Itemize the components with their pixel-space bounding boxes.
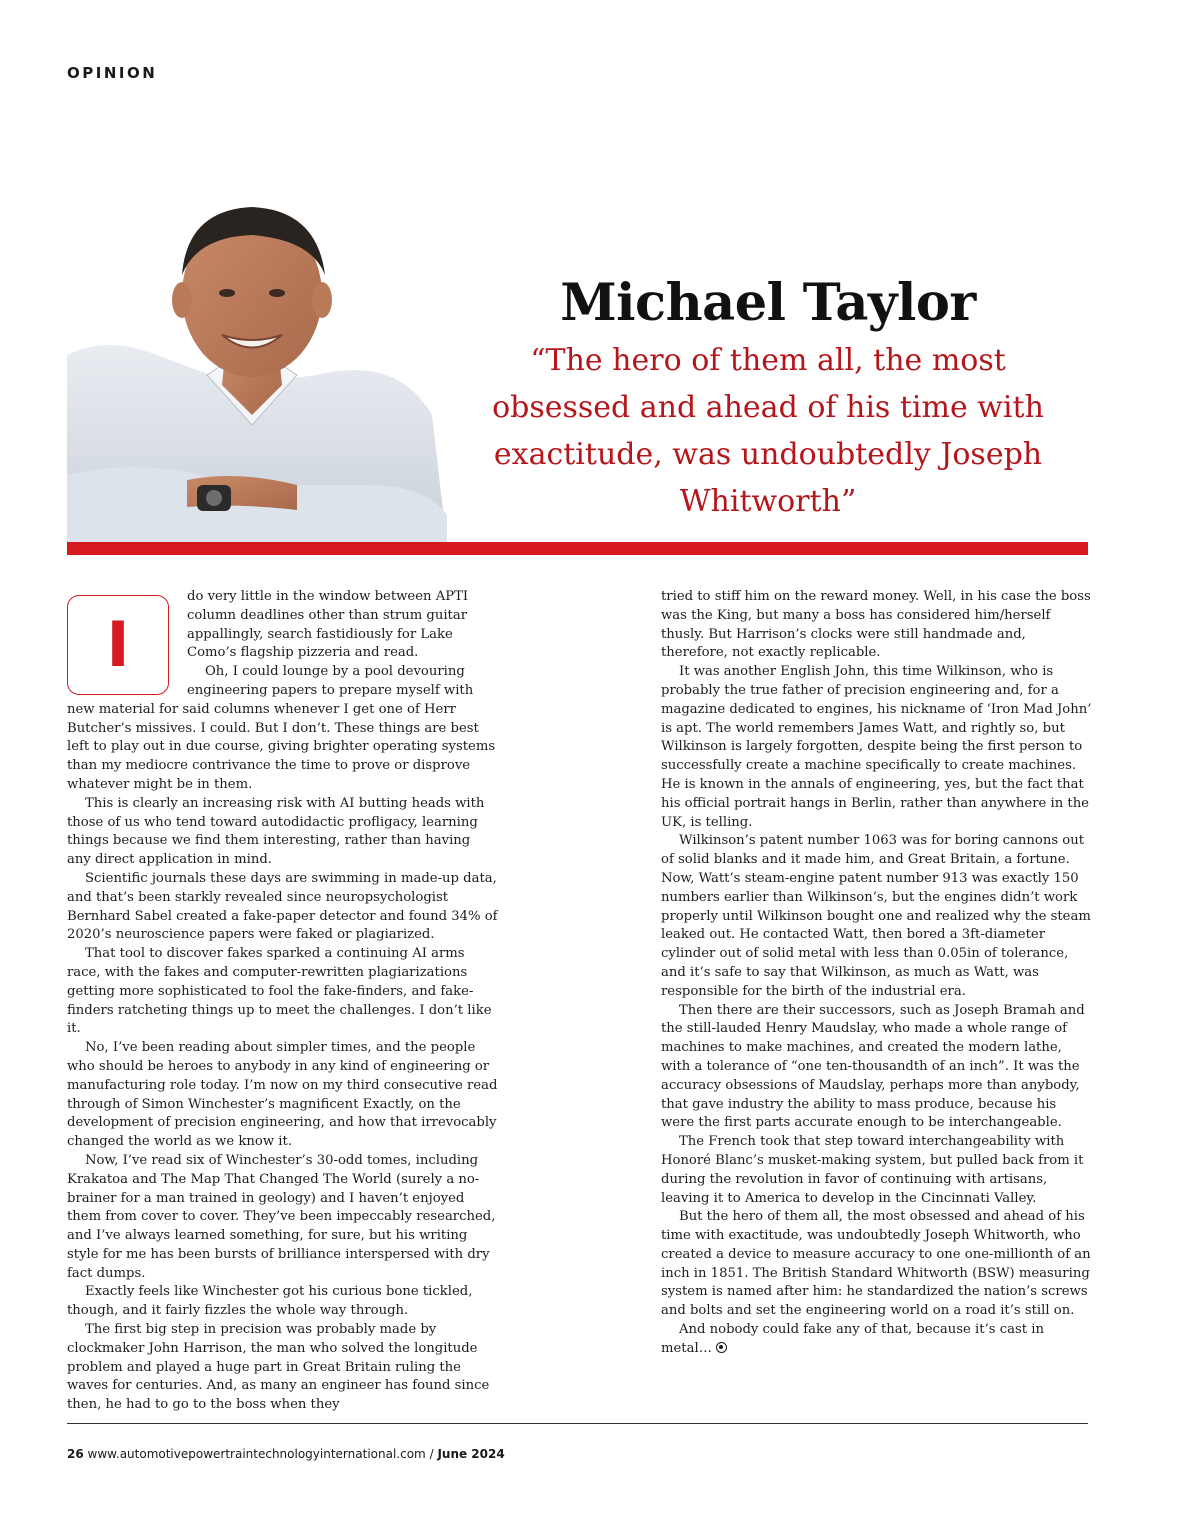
section-label: OPINION (67, 64, 158, 82)
footer-separator: / (429, 1447, 434, 1461)
article-column-left (67, 588, 498, 1415)
issue-date: June 2024 (437, 1447, 505, 1461)
drop-cap-letter: I (106, 607, 130, 681)
paragraph: But the hero of them all, the most obsessed and ahead of his time with exactitude, was undoubtedly Joseph Whitworth, who created a device to measure accuracy to one one-millionth of an inch in 1851. The British Standard Whitworth (BSW) measuring system is named after him: he standardized the nation’s screws and bolts and set the engineering world on a road it’s still on. (661, 1209, 1091, 1319)
paragraph: No, I’ve been reading about simpler times, and the people who should be heroes to anybody in any kind of engineering or manufacturing role today. I’m now on my third consecutive read through of Simon Winchester’s magnificent Exactly, on the development of precision engineering, and how that irrevocably changed the world as we know it. (67, 1040, 498, 1150)
paragraph: Exactly feels like Winchester got his curious bone tickled, though, and it fairly fizzles the whole way through. (67, 1284, 473, 1319)
paragraph: The first big step in precision was probably made by clockmaker John Harrison, the man who solved the longitude problem and played a huge part in Great Britain ruling the waves for centuries. And, as many an engineer has found since then, he had to go to the boss when they (67, 1322, 490, 1413)
drop-cap (67, 591, 173, 695)
final-sentence: And nobody could fake any of that, because it’s cast in metal… (661, 1322, 1044, 1356)
pull-quote: “The hero of them all, the most obsessed and ahead of his time with exactitude, was undoubtedly Joseph Whitworth” (492, 343, 1044, 519)
paragraph: Then there are their successors, such as Joseph Bramah and the still-lauded Henry Maudslay, who made a whole range of machines to make machines, and created the modern lathe, with a tolerance of “one ten-thousandth of an inch”. It was the accuracy obsessions of Maudslay, perhaps more than anybody, that gave industry the ability to mass produce, because his were the first parts accurate enough to be interchangeable. (661, 1002, 1085, 1131)
paragraph: Scientific journals these days are swimming in made-up data, and that’s been starkly revealed since neuropsychologist Bernhard Sabel created a fake-paper detector and found 34% of 2020’s neuroscience papers were faked or plagiarized. (67, 870, 498, 943)
footer-divider (67, 1423, 1088, 1424)
paragraph: The French took that step toward interchangeability with Honoré Blanc’s musket-making system, but pulled back from it during the revolution in favor of continuing with artisans, leaving it to America to develop in the Cincinnati Valley. (661, 1134, 1084, 1206)
paragraph: tried to stiff him on the reward money. Well, in his case the boss was the King, but many a boss has considered him/herself thusly. But Harrison’s clocks were still handmade and, therefore, not exactly replicable. (661, 589, 1091, 661)
red-divider (67, 542, 1088, 555)
paragraph-final (661, 1321, 1092, 1359)
paragraph: This is clearly an increasing risk with AI butting heads with those of us who tend toward autodidactic profligacy, learning things because we find them interesting, rather than having any direct application in mind. (67, 795, 485, 868)
author-portrait (67, 185, 447, 545)
publication-url[interactable]: www.automotivepowertraintechnologyinternational.com (87, 1447, 426, 1461)
paragraph: It was another English John, this time Wilkinson, who is probably the true father of precision engineering and, for a magazine dedicated to engines, his nickname of ‘Iron Mad John’ is apt. The world remembers James Watt, and rightly so, but Wilkinson is largely forgotten, despite being the first person to successfully create a machine specifically to create machines. He is known in the annals of engineering, yes, but the fact that his official portrait hangs in Berlin, rather than anywhere in the UK, is telling. (661, 664, 1092, 830)
author-name: Michael Taylor (560, 273, 976, 333)
page-number: 26 (67, 1447, 84, 1461)
paragraph: That tool to discover fakes sparked a continuing AI arms race, with the fakes and computer-rewritten plagiarizations getting more sophisticated to fool the fake-finders, and fake-finders ratcheting things up to meet the challenges. I don’t like it. (67, 946, 492, 1037)
paragraph: Wilkinson’s patent number 1063 was for boring cannons out of solid blanks and it made him, and Great Britain, a fortune. Now, Watt’s steam-engine patent number 913 was exactly 150 numbers earlier than Wilkinson’s, but the engines didn’t work properly until Wilkinson bought one and realized why the steam leaked out. He contacted Watt, then bored a 3ft-diameter cylinder out of solid metal with less than 0.05in of tolerance, and it’s safe to say that Wilkinson, as much as Watt, was responsible for the birth of the industrial era. (661, 833, 1091, 999)
article-column-right (661, 588, 1092, 1359)
end-of-article-icon (716, 1342, 727, 1353)
page-footer (67, 1447, 505, 1461)
paragraph: do very little in the window between APTI column deadlines other than strum guitar appallingly, search fastidiously for Lake Como’s flagship pizzeria and read. (187, 589, 469, 661)
paragraph: Oh, I could lounge by a pool devouring engineering papers to prepare myself with new material for said columns whenever I get one of Herr Butcher’s missives. I could. But I don’t. These things are best left to play out in due course, giving brighter operating systems than my mediocre contrivance the time to prove or disprove whatever might be in them. (67, 664, 496, 792)
paragraph: Now, I’ve read six of Winchester’s 30-odd tomes, including Krakatoa and The Map That Changed The World (surely a no-brainer for a man trained in geology) and I haven’t enjoyed them from cover to cover. They’ve been impeccably researched, and I’ve always learned something, for sure, but his writing style for me has been bursts of brilliance interspersed with dry fact dumps. (67, 1152, 496, 1281)
